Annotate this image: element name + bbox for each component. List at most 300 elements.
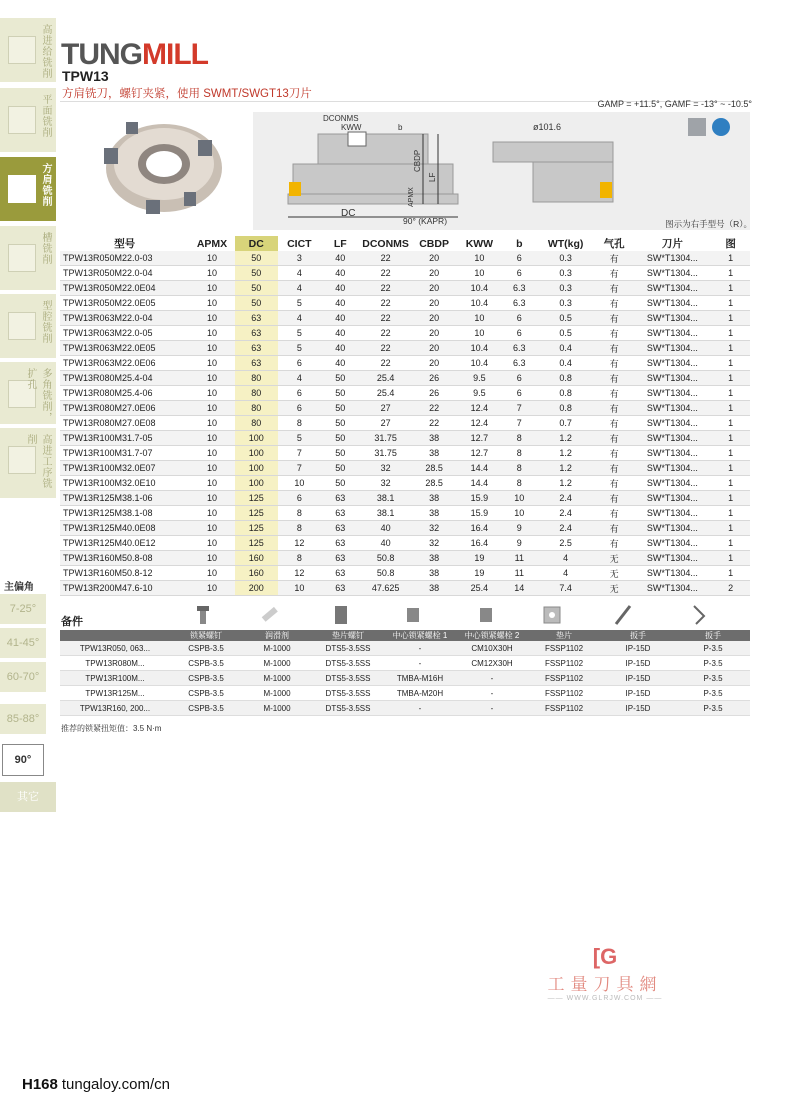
spec-cell: TPW13R063M22.0-05 (60, 326, 189, 341)
parts-cell: CM12X30H (456, 656, 528, 671)
spec-cell: 7 (502, 416, 537, 431)
spec-cell: 有 (595, 281, 634, 296)
spec-cell: 9.5 (457, 371, 502, 386)
shim-screw-icon (330, 604, 352, 626)
spec-cell: SW*T1304... (634, 386, 712, 401)
spec-cell: 1 (711, 251, 750, 266)
apmx-label: APMX (408, 187, 415, 207)
spec-cell: 6 (502, 311, 537, 326)
parts-cell: P-3.5 (676, 641, 750, 656)
tab-label: 槽铣削 (40, 232, 51, 265)
spec-cell: 50 (235, 281, 278, 296)
spec-cell: 22 (360, 251, 412, 266)
spec-cell: 10 (189, 266, 234, 281)
spec-row (60, 461, 750, 476)
spec-cell: 14.4 (457, 476, 502, 491)
logo-part-b: MILL (142, 38, 208, 71)
spec-cell: 20 (411, 251, 456, 266)
center-bolt-1-icon (402, 604, 424, 626)
spec-cell: 无 (595, 581, 634, 596)
spec-cell: 1 (711, 296, 750, 311)
parts-col-shim: 垫片 (528, 630, 600, 641)
spec-cell: 10 (457, 251, 502, 266)
spec-cell: 125 (235, 491, 278, 506)
spec-cell: 7 (278, 446, 321, 461)
spec-cell: 0.5 (537, 326, 595, 341)
col-lf: LF (333, 237, 347, 250)
parts-cell: CSPB-3.5 (170, 701, 242, 716)
spec-cell: 12 (278, 566, 321, 581)
spec-cell: 有 (595, 461, 634, 476)
spec-cell: 25.4 (360, 371, 412, 386)
spec-cell: 6 (278, 401, 321, 416)
spec-cell: 8 (502, 476, 537, 491)
spec-cell: 40 (321, 356, 360, 371)
spec-cell: SW*T1304... (634, 551, 712, 566)
tab-slot-milling[interactable] (0, 226, 56, 290)
spec-cell: 4 (537, 551, 595, 566)
spec-cell: 5 (278, 326, 321, 341)
parts-cell: - (384, 641, 456, 656)
spec-cell: 有 (595, 431, 634, 446)
parts-cell: P-3.5 (676, 686, 750, 701)
spec-row (60, 281, 750, 296)
spec-cell: 50.8 (360, 551, 412, 566)
spec-cell: TPW13R125M38.1-08 (60, 506, 189, 521)
spec-cell: 40 (360, 521, 412, 536)
parts-col-lubricant: 润滑剂 (242, 630, 312, 641)
spec-cell: 1 (711, 521, 750, 536)
spec-cell: 6 (278, 356, 321, 371)
spec-cell: 11 (502, 566, 537, 581)
parts-cell: IP-15D (600, 686, 676, 701)
spec-cell: 7.4 (537, 581, 595, 596)
spec-cell: 40 (321, 281, 360, 296)
parts-cell: DTS5-3.5SS (312, 671, 384, 686)
lf-label: LF (428, 172, 437, 182)
spec-cell: 无 (595, 566, 634, 581)
spec-cell: 25.4 (457, 581, 502, 596)
spec-cell: 100 (235, 476, 278, 491)
spec-cell: TPW13R160M50.8-12 (60, 566, 189, 581)
spec-cell: 20 (411, 341, 456, 356)
spare-parts-table (60, 630, 750, 716)
parts-cell: IP-15D (600, 641, 676, 656)
spec-cell: 有 (595, 326, 634, 341)
spec-cell: 10 (189, 371, 234, 386)
spec-cell: SW*T1304... (634, 491, 712, 506)
footer-url[interactable]: tungaloy.com/cn (61, 1076, 170, 1093)
spec-cell: TPW13R100M32.0E07 (60, 461, 189, 476)
product-subtitle: 方肩铣刀，螺钉夹紧，使用 SWMT/SWGT13刀片 (62, 88, 312, 100)
slot-milling-icon (8, 244, 36, 272)
tab-shoulder-milling[interactable] (0, 157, 56, 221)
col-figure: 图 (725, 238, 736, 250)
col-model: 型号 (114, 238, 136, 250)
spec-cell: 8 (502, 446, 537, 461)
parts-header-row (60, 630, 750, 641)
spec-cell: 2 (711, 581, 750, 596)
spec-cell: SW*T1304... (634, 536, 712, 551)
spec-cell: 8 (278, 416, 321, 431)
spec-cell: 50 (235, 296, 278, 311)
spec-cell: 40 (321, 296, 360, 311)
parts-cell: FSSP1102 (528, 686, 600, 701)
lead-angle-title: 主偏角 (4, 582, 34, 593)
spec-cell: 10 (457, 326, 502, 341)
spec-cell: 40 (321, 251, 360, 266)
spec-cell: 6 (502, 251, 537, 266)
spec-cell: 0.7 (537, 416, 595, 431)
kapr-label: 90° (KAPR) (403, 216, 448, 226)
spec-cell: 有 (595, 311, 634, 326)
high-feed-icon (8, 36, 36, 64)
spec-cell: 9 (502, 521, 537, 536)
spec-cell: 50 (321, 371, 360, 386)
spec-cell: 32 (360, 461, 412, 476)
col-dconms: DCONMS (362, 237, 409, 250)
parts-cell: P-3.5 (676, 656, 750, 671)
angle-other[interactable]: 其它 (0, 782, 56, 812)
wrench-1-icon (612, 604, 634, 626)
spec-cell: 38.1 (360, 491, 412, 506)
spec-cell: 22 (360, 341, 412, 356)
spec-cell: 63 (321, 521, 360, 536)
parts-cell: P-3.5 (676, 671, 750, 686)
spec-cell: 80 (235, 371, 278, 386)
coolant-icon (712, 118, 730, 136)
spec-cell: 22 (360, 266, 412, 281)
col-coolant: 气孔 (603, 238, 625, 250)
parts-cell: M-1000 (242, 641, 312, 656)
parts-row (60, 686, 750, 701)
dc-label: DC (341, 208, 356, 219)
spec-cell: TPW13R050M22.0-04 (60, 266, 189, 281)
spec-cell: 1 (711, 536, 750, 551)
spec-cell: 63 (321, 491, 360, 506)
spec-cell: 10 (457, 266, 502, 281)
pocket-milling-icon (8, 312, 36, 340)
spec-cell: 63 (235, 326, 278, 341)
parts-row (60, 671, 750, 686)
spec-cell: 6.3 (502, 356, 537, 371)
spec-cell: SW*T1304... (634, 371, 712, 386)
parts-row (60, 701, 750, 716)
spec-cell: TPW13R063M22.0-04 (60, 311, 189, 326)
parts-col-center-bolt-2: 中心锁紧螺栓 2 (456, 630, 528, 641)
spec-cell: 有 (595, 386, 634, 401)
spec-cell: 10 (189, 446, 234, 461)
tab-label: 多角铣削，扩孔 (25, 368, 51, 423)
spec-cell: TPW13R160M50.8-08 (60, 551, 189, 566)
parts-cell: FSSP1102 (528, 671, 600, 686)
tab-label: 型腔铣削 (40, 300, 51, 344)
spec-cell: TPW13R050M22.0E05 (60, 296, 189, 311)
lubricant-icon (258, 604, 280, 626)
spec-cell: SW*T1304... (634, 296, 712, 311)
parts-cell: FSSP1102 (528, 701, 600, 716)
spec-cell: 160 (235, 566, 278, 581)
spec-cell: 38 (411, 446, 456, 461)
spec-cell: 10 (189, 431, 234, 446)
page-footer (22, 1076, 170, 1093)
spec-cell: 有 (595, 251, 634, 266)
spec-row (60, 476, 750, 491)
angle-85-88[interactable]: 85-88° (0, 704, 46, 734)
spec-row (60, 266, 750, 281)
torque-note: 推荐的锁紧扭矩值：3.5 N·m (61, 724, 162, 733)
spec-cell: 80 (235, 416, 278, 431)
spec-cell: 有 (595, 341, 634, 356)
tab-label: 高进给铣削 (40, 24, 51, 79)
parts-col-clamp-screw: 锁紧螺钉 (170, 630, 242, 641)
parts-cell: TPW13R050, 063... (60, 641, 170, 656)
parts-col-wrench-2: 扳手 (676, 630, 750, 641)
spec-cell: 22 (360, 281, 412, 296)
spec-cell: 9 (502, 536, 537, 551)
tab-label: 高进工序铣削 (25, 434, 51, 489)
spec-cell: 16.4 (457, 536, 502, 551)
technical-drawing (253, 112, 750, 230)
tab-multi-function-milling[interactable] (0, 362, 56, 424)
cutter-photo (86, 110, 236, 218)
spec-cell: 8 (278, 551, 321, 566)
spec-row (60, 401, 750, 416)
parts-col-center-bolt-1: 中心锁紧螺栓 1 (384, 630, 456, 641)
col-cict: CICT (287, 237, 312, 250)
spec-cell: 1 (711, 431, 750, 446)
spec-cell: 6.3 (502, 296, 537, 311)
cbdp-label: CBDP (413, 149, 422, 172)
spec-cell: 1 (711, 326, 750, 341)
spec-cell: 50 (321, 386, 360, 401)
angle-60-70[interactable]: 60-70° (0, 662, 46, 692)
spec-cell: SW*T1304... (634, 566, 712, 581)
spec-cell: 无 (595, 551, 634, 566)
tab-high-efficiency-milling[interactable] (0, 428, 56, 498)
parts-cell: FSSP1102 (528, 641, 600, 656)
spec-cell: 5 (278, 341, 321, 356)
parts-col-model (60, 630, 170, 641)
angle-90[interactable]: 90° (2, 744, 44, 776)
spec-cell: 12.4 (457, 401, 502, 416)
spec-row (60, 251, 750, 266)
spec-cell: 8 (278, 506, 321, 521)
spec-cell: 38 (411, 431, 456, 446)
spec-cell: 1.2 (537, 461, 595, 476)
spec-cell: 5 (278, 296, 321, 311)
spec-cell: 0.4 (537, 356, 595, 371)
spec-cell: 50 (235, 251, 278, 266)
watermark-text: 工量刀具網 (547, 975, 663, 994)
spec-cell: 15.9 (457, 491, 502, 506)
parts-cell: TPW13R100M... (60, 671, 170, 686)
drawing-caption: 图示为右手型号（R）。 (665, 219, 752, 229)
spec-row (60, 341, 750, 356)
spec-cell: 有 (595, 476, 634, 491)
spec-cell: 15.9 (457, 506, 502, 521)
spec-cell: 10 (189, 356, 234, 371)
spec-table (60, 236, 750, 596)
spec-cell: 22 (360, 296, 412, 311)
spec-cell: 1 (711, 566, 750, 581)
spec-cell: 有 (595, 536, 634, 551)
spec-cell: SW*T1304... (634, 446, 712, 461)
spec-cell: 8 (502, 461, 537, 476)
parts-cell: CSPB-3.5 (170, 671, 242, 686)
spec-cell: 有 (595, 356, 634, 371)
spec-cell: 10.4 (457, 356, 502, 371)
spec-cell: 4 (537, 566, 595, 581)
parts-cell: P-3.5 (676, 701, 750, 716)
parts-cell: M-1000 (242, 656, 312, 671)
parts-cell: TPW13R125M... (60, 686, 170, 701)
angle-41-45[interactable]: 41-45° (0, 628, 46, 658)
spec-cell: 22 (360, 311, 412, 326)
spec-body (60, 251, 750, 596)
spec-cell: 20 (411, 356, 456, 371)
spec-cell: 6.3 (502, 341, 537, 356)
spec-cell: SW*T1304... (634, 581, 712, 596)
parts-cell: - (456, 686, 528, 701)
spec-cell: 100 (235, 431, 278, 446)
shim-icon (541, 604, 563, 626)
model-title: TPW13 (62, 68, 109, 84)
parts-cell: M-1000 (242, 671, 312, 686)
spec-row (60, 446, 750, 461)
spec-cell: SW*T1304... (634, 281, 712, 296)
spec-cell: 50 (321, 416, 360, 431)
spec-cell: 20 (411, 281, 456, 296)
spec-cell: 1 (711, 446, 750, 461)
spec-cell: 20 (411, 326, 456, 341)
spec-cell: 27 (360, 416, 412, 431)
spec-cell: 6 (502, 266, 537, 281)
spec-cell: 28.5 (411, 461, 456, 476)
parts-cell: - (384, 701, 456, 716)
spec-cell: 0.4 (537, 341, 595, 356)
spec-cell: TPW13R125M40.0E08 (60, 521, 189, 536)
spec-cell: 6.3 (502, 281, 537, 296)
parts-col-wrench-1: 扳手 (600, 630, 676, 641)
spec-cell: 有 (595, 491, 634, 506)
spec-cell: 8 (502, 431, 537, 446)
spec-cell: 6 (502, 371, 537, 386)
watermark-logo: [G (592, 944, 618, 969)
parts-cell: FSSP1102 (528, 656, 600, 671)
spec-cell: 10 (457, 311, 502, 326)
spec-cell: 1.2 (537, 431, 595, 446)
spec-cell: 10 (189, 281, 234, 296)
spec-row (60, 416, 750, 431)
spec-cell: 7 (278, 461, 321, 476)
parts-cell: IP-15D (600, 671, 676, 686)
spec-cell: 63 (321, 506, 360, 521)
spec-cell: TPW13R050M22.0E04 (60, 281, 189, 296)
tab-label: 方肩铣削 (40, 163, 51, 207)
parts-cell: DTS5-3.5SS (312, 686, 384, 701)
spec-cell: 1 (711, 356, 750, 371)
spec-cell: 0.3 (537, 251, 595, 266)
rake-angle-info: GAMP = +11.5°, GAMF = -13° ~ -10.5° (597, 99, 752, 109)
parts-row (60, 641, 750, 656)
clamp-screw-icon (192, 604, 214, 626)
spec-cell: 40 (321, 311, 360, 326)
spec-cell: 0.3 (537, 266, 595, 281)
spec-cell: 0.8 (537, 371, 595, 386)
spec-cell: 10 (189, 536, 234, 551)
spec-cell: 50 (321, 431, 360, 446)
spec-cell: 40 (321, 266, 360, 281)
angle-7-25[interactable]: 7-25° (0, 594, 46, 624)
spec-cell: TPW13R100M31.7-07 (60, 446, 189, 461)
spec-header-row (60, 236, 750, 251)
shoulder-milling-icon (8, 175, 36, 203)
spec-cell: 有 (595, 296, 634, 311)
spec-cell: 10 (189, 461, 234, 476)
spec-cell: 12.4 (457, 416, 502, 431)
spec-cell: 1.2 (537, 476, 595, 491)
spec-cell: 20 (411, 311, 456, 326)
spec-cell: 16.4 (457, 521, 502, 536)
spec-cell: 80 (235, 401, 278, 416)
parts-cell: TMBA-M16H (384, 671, 456, 686)
spec-cell: 63 (321, 581, 360, 596)
spec-cell: 14 (502, 581, 537, 596)
spec-cell: TPW13R050M22.0-03 (60, 251, 189, 266)
parts-cell: CSPB-3.5 (170, 641, 242, 656)
spec-cell: 31.75 (360, 446, 412, 461)
parts-cell: IP-15D (600, 656, 676, 671)
wrench-2-icon (688, 604, 710, 626)
spec-cell: 50 (321, 401, 360, 416)
spec-cell: 25.4 (360, 386, 412, 401)
spec-row (60, 566, 750, 581)
face-milling-icon (8, 106, 36, 134)
spec-cell: 10 (502, 491, 537, 506)
spec-row (60, 326, 750, 341)
spec-cell: TPW13R080M27.0E08 (60, 416, 189, 431)
col-b: b (516, 237, 523, 250)
spec-cell: 50 (321, 476, 360, 491)
shoulder-type-icon (688, 118, 706, 136)
tab-face-milling[interactable] (0, 88, 56, 152)
spec-cell: SW*T1304... (634, 521, 712, 536)
spec-cell: 32 (411, 536, 456, 551)
spec-cell: 4 (278, 311, 321, 326)
parts-cell: - (456, 671, 528, 686)
spec-cell: 63 (321, 551, 360, 566)
spec-cell: 10 (189, 521, 234, 536)
spec-cell: 12.7 (457, 446, 502, 461)
tab-high-feed-milling[interactable] (0, 18, 56, 82)
parts-cell: TPW13R080M... (60, 656, 170, 671)
dconms-label: DCONMS (323, 114, 359, 123)
spec-cell: 38 (411, 581, 456, 596)
spec-cell: 32 (411, 521, 456, 536)
parts-cell: DTS5-3.5SS (312, 641, 384, 656)
spec-cell: 26 (411, 386, 456, 401)
parts-cell: TMBA-M20H (384, 686, 456, 701)
spec-row (60, 431, 750, 446)
spec-cell: 10 (278, 476, 321, 491)
spec-cell: 63 (235, 356, 278, 371)
tungmill-logo (61, 38, 208, 72)
spec-row (60, 386, 750, 401)
center-bolt-2-icon (475, 604, 497, 626)
spec-cell: 1.2 (537, 446, 595, 461)
tab-pocket-milling[interactable] (0, 294, 56, 358)
